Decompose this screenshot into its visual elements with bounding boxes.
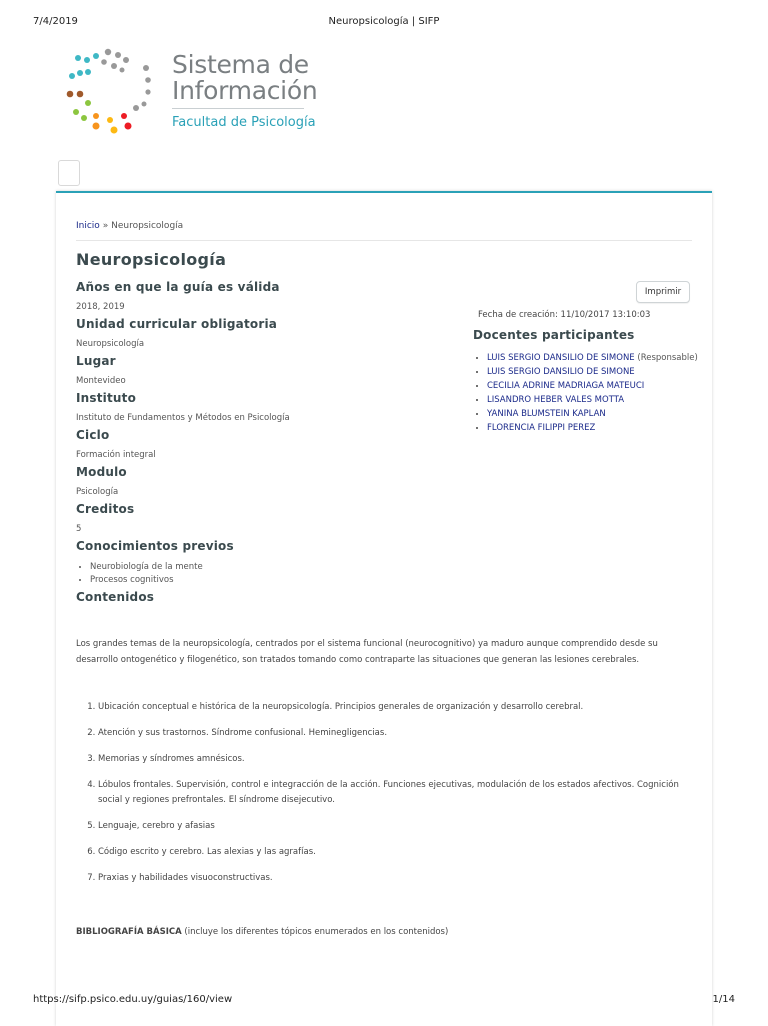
prerequisites-list bbox=[76, 561, 203, 587]
logo-line-1: Sistema de bbox=[172, 50, 309, 79]
menu-toggle-button[interactable] bbox=[58, 160, 80, 186]
teacher-link[interactable]: LUIS SERGIO DANSILIO DE SIMONE bbox=[487, 367, 635, 377]
list-item bbox=[487, 421, 698, 435]
course-unit-value: Neuropsicología bbox=[76, 339, 145, 349]
prerequisites-label: Conocimientos previos bbox=[76, 539, 234, 553]
list-item: • Procesos cognitivos bbox=[90, 574, 203, 587]
course-unit-label: Unidad curricular obligatoria bbox=[76, 317, 278, 331]
place-label: Lugar bbox=[76, 354, 116, 368]
years-label: Años en que la guía es válida bbox=[76, 280, 280, 294]
years-value: 2018, 2019 bbox=[76, 302, 125, 312]
site-logo[interactable] bbox=[62, 46, 318, 138]
list-item: 3. Memorias y síndromes amnésicos. bbox=[98, 752, 698, 767]
teachers-list bbox=[473, 351, 698, 435]
list-item: 5. Lenguaje, cerebro y afasias bbox=[98, 819, 698, 834]
teacher-role: (Responsable) bbox=[637, 353, 698, 363]
module-value: Psicología bbox=[76, 487, 119, 497]
breadcrumb bbox=[76, 221, 183, 231]
list-item bbox=[487, 379, 698, 393]
guide-panel bbox=[56, 191, 712, 1026]
teacher-link[interactable]: YANINA BLUMSTEIN KAPLAN bbox=[487, 409, 606, 419]
list-item bbox=[487, 351, 698, 365]
logo-faculty: Facultad de Psicología bbox=[172, 115, 316, 130]
teacher-link[interactable]: LISANDRO HEBER VALES MOTTA bbox=[487, 395, 625, 405]
logo-dots-icon bbox=[62, 46, 162, 138]
page-count: 1/14 bbox=[712, 994, 735, 1005]
list-item: 1. Ubicación conceptual e histórica de la neuropsicología. Principios generales de organización y desarrollo cerebral. bbox=[98, 700, 698, 715]
logo-text bbox=[172, 52, 317, 130]
cycle-label: Ciclo bbox=[76, 428, 110, 442]
institute-label: Instituto bbox=[76, 391, 137, 405]
credits-value: 5 bbox=[76, 524, 82, 534]
breadcrumb-separator: » bbox=[102, 221, 109, 231]
print-url: https://sifp.psico.edu.uy/guias/160/view bbox=[33, 994, 233, 1005]
page-title: Neuropsicología bbox=[76, 250, 227, 269]
print-footer bbox=[33, 994, 735, 1008]
breadcrumb-divider bbox=[76, 240, 692, 241]
logo-line-2: Información bbox=[172, 76, 318, 105]
contents-label: Contenidos bbox=[76, 590, 155, 604]
institute-value: Instituto de Fundamentos y Métodos en Psicología bbox=[76, 413, 290, 423]
print-date: 7/4/2019 bbox=[33, 16, 78, 27]
breadcrumb-home-link[interactable]: Inicio bbox=[76, 221, 100, 231]
teacher-link[interactable]: CECILIA ADRINE MADRIAGA MATEUCI bbox=[487, 381, 645, 391]
teacher-link[interactable]: FLORENCIA FILIPPI PEREZ bbox=[487, 423, 596, 433]
list-item: 7. Praxias y habilidades visuoconstructivas. bbox=[98, 871, 698, 886]
print-header bbox=[33, 16, 735, 30]
breadcrumb-current: Neuropsicología bbox=[111, 221, 184, 231]
list-item bbox=[487, 393, 698, 407]
contents-intro: Los grandes temas de la neuropsicología, centrados por el sistema funcional (neurocognitivo) ya maduro aunque comprendido desde su desarrollo ontogenético y filogenético, son tratados tomando como contraparte las situaciones que generan las lesiones cerebrales. bbox=[76, 639, 658, 665]
cycle-value: Formación integral bbox=[76, 450, 156, 460]
print-button[interactable]: Imprimir bbox=[636, 281, 690, 303]
teachers-title: Docentes participantes bbox=[473, 328, 635, 342]
list-item bbox=[487, 407, 698, 421]
list-item: • Neurobiología de la mente bbox=[90, 561, 203, 574]
print-title: Neuropsicología | SIFP bbox=[328, 16, 440, 27]
creation-date: Fecha de creación: 11/10/2017 13:10:03 bbox=[478, 310, 651, 320]
list-item: 2. Atención y sus trastornos. Síndrome confusional. Heminegligencias. bbox=[98, 726, 698, 741]
place-value: Montevideo bbox=[76, 376, 126, 386]
logo-divider bbox=[172, 108, 304, 109]
topics-list bbox=[76, 700, 698, 897]
module-label: Modulo bbox=[76, 465, 127, 479]
teacher-link[interactable]: LUIS SERGIO DANSILIO DE SIMONE bbox=[487, 353, 635, 363]
credits-label: Creditos bbox=[76, 502, 135, 516]
bibliography-title: BIBLIOGRAFÍA BÁSICA bbox=[76, 927, 182, 937]
bibliography-heading bbox=[76, 927, 448, 937]
list-item: 6. Código escrito y cerebro. Las alexias y las agrafías. bbox=[98, 845, 698, 860]
bibliography-note: (incluye los diferentes tópicos enumerados en los contenidos) bbox=[181, 927, 449, 937]
list-item: 4. Lóbulos frontales. Supervisión, control e integracción de la acción. Funciones ejecutivas, modulación de los estados afectivos. Cognición social y regiones prefrontales. El síndrome disejecutivo. bbox=[98, 778, 698, 808]
list-item bbox=[487, 365, 698, 379]
